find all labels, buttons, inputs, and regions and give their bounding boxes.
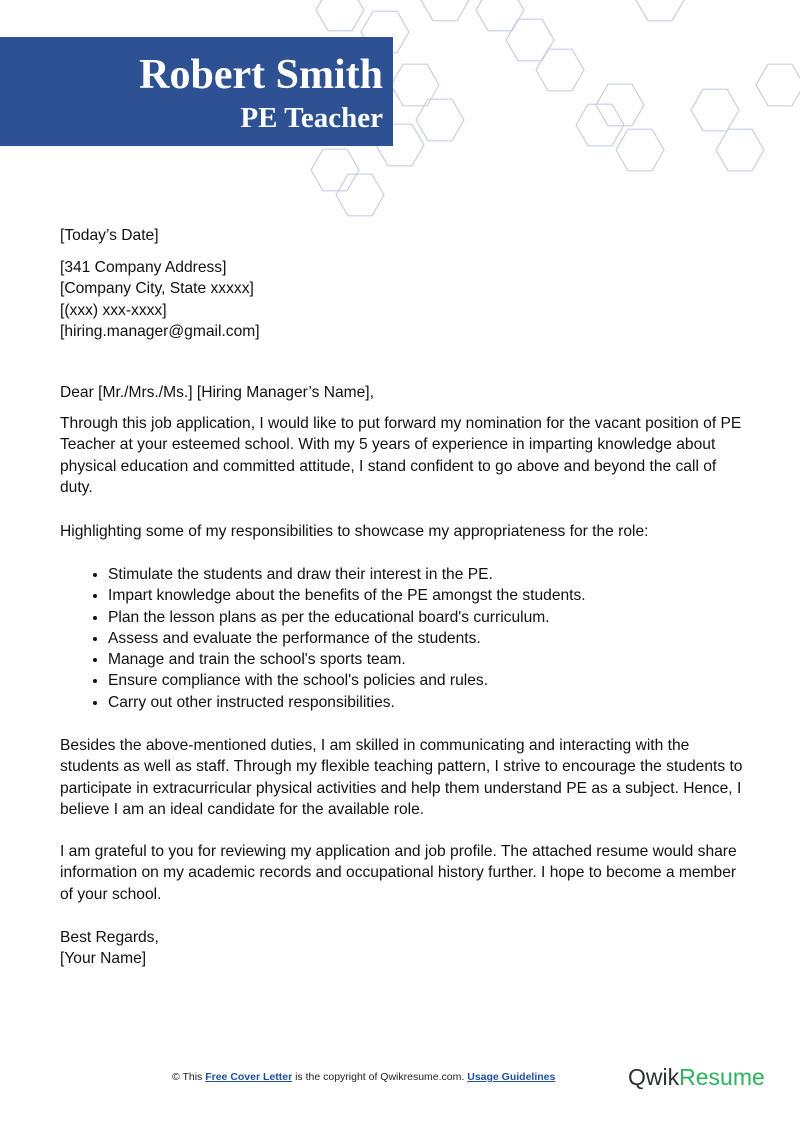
address-line: [Company City, State xxxxx]	[60, 280, 254, 298]
job-title: PE Teacher	[240, 102, 383, 134]
footer-copyright	[172, 1071, 555, 1083]
usage-guidelines-link[interactable]: Usage Guidelines	[467, 1071, 556, 1083]
header-banner	[0, 37, 393, 146]
paragraph-text: Besides the above-mentioned duties, I am skilled in communicating and interacting with the students as well as staff. Through my flexible teaching pattern, I strive to encourage the students to participate in extracurricular physical activities and help them understand PE as a subject. Hence, I believe I am an ideal candidate for the available role.	[60, 737, 743, 818]
hexagon-shape	[616, 129, 664, 171]
address-line: [341 Company Address]	[60, 259, 227, 276]
applicant-name: Robert Smith	[139, 52, 383, 98]
logo-part: Resume	[679, 1064, 765, 1090]
hexagon-shape	[691, 89, 739, 131]
signature-name: [Your Name]	[60, 950, 147, 968]
list-item: • Manage and train the school's sports team.	[108, 649, 750, 670]
hexagon-shape	[756, 64, 800, 106]
closing-text: Best Regards,	[60, 929, 159, 946]
paragraph-3	[60, 735, 750, 820]
hexagon-shape	[476, 0, 524, 31]
paragraph-text: I am grateful to you for reviewing my application and job profile. The attached resume would share information on my academic records and occupational history further. I hope to become a member of your school.	[60, 843, 737, 903]
paragraph-text: Through this job application, I would like to put forward my nomination for the vacant position of PE Teacher at your esteemed school. With my 5 years of experience in imparting knowledge about physical education and committed attitude, I stand confident to go above and beyond the call of duty.	[60, 415, 742, 496]
address-line: [(xxx) xxx-xxxx]	[60, 301, 167, 319]
hexagon-shape	[716, 129, 764, 171]
qwikresume-logo	[628, 1064, 765, 1091]
hexagon-shape	[506, 19, 554, 61]
hexagon-shape	[316, 0, 364, 31]
list-item: • Carry out other instructed responsibilities.	[108, 692, 750, 713]
responsibilities-list	[60, 564, 750, 713]
list-item: • Assess and evaluate the performance of the students.	[108, 628, 750, 649]
paragraph-text: Highlighting some of my responsibilities to showcase my appropriateness for the role:	[60, 523, 649, 540]
hexagon-shape	[336, 174, 384, 216]
footer-text: is the copyright of Qwikresume.com.	[292, 1071, 468, 1083]
closing	[60, 927, 750, 970]
free-cover-letter-link[interactable]: Free Cover Letter	[205, 1071, 293, 1083]
list-item: • Ensure compliance with the school's policies and rules.	[108, 670, 750, 691]
hexagon-shape	[576, 104, 624, 146]
list-item: • Plan the lesson plans as per the educational board's curriculum.	[108, 607, 750, 628]
paragraph-1	[60, 413, 750, 498]
logo-part: Qwik	[628, 1064, 680, 1090]
hexagon-shape	[421, 0, 469, 21]
paragraph-2	[60, 521, 750, 542]
hexagon-shape	[636, 0, 684, 21]
paragraph-4	[60, 841, 750, 905]
date-text: [Today’s Date]	[60, 227, 159, 244]
list-item: • Impart knowledge about the benefits of the PE amongst the students.	[108, 585, 750, 606]
salutation	[60, 382, 750, 403]
list-item: • Stimulate the students and draw their interest in the PE.	[108, 564, 750, 585]
hexagon-shape	[596, 84, 644, 126]
footer-text: © This	[172, 1071, 206, 1083]
hexagon-shape	[311, 149, 359, 191]
salutation-text: Dear [Mr./Mrs./Ms.] [Hiring Manager’s Name],	[60, 384, 374, 401]
date	[60, 225, 750, 246]
address-line: [hiring.manager@gmail.com]	[60, 322, 260, 340]
hexagon-shape	[536, 49, 584, 91]
recipient-address	[60, 257, 750, 342]
